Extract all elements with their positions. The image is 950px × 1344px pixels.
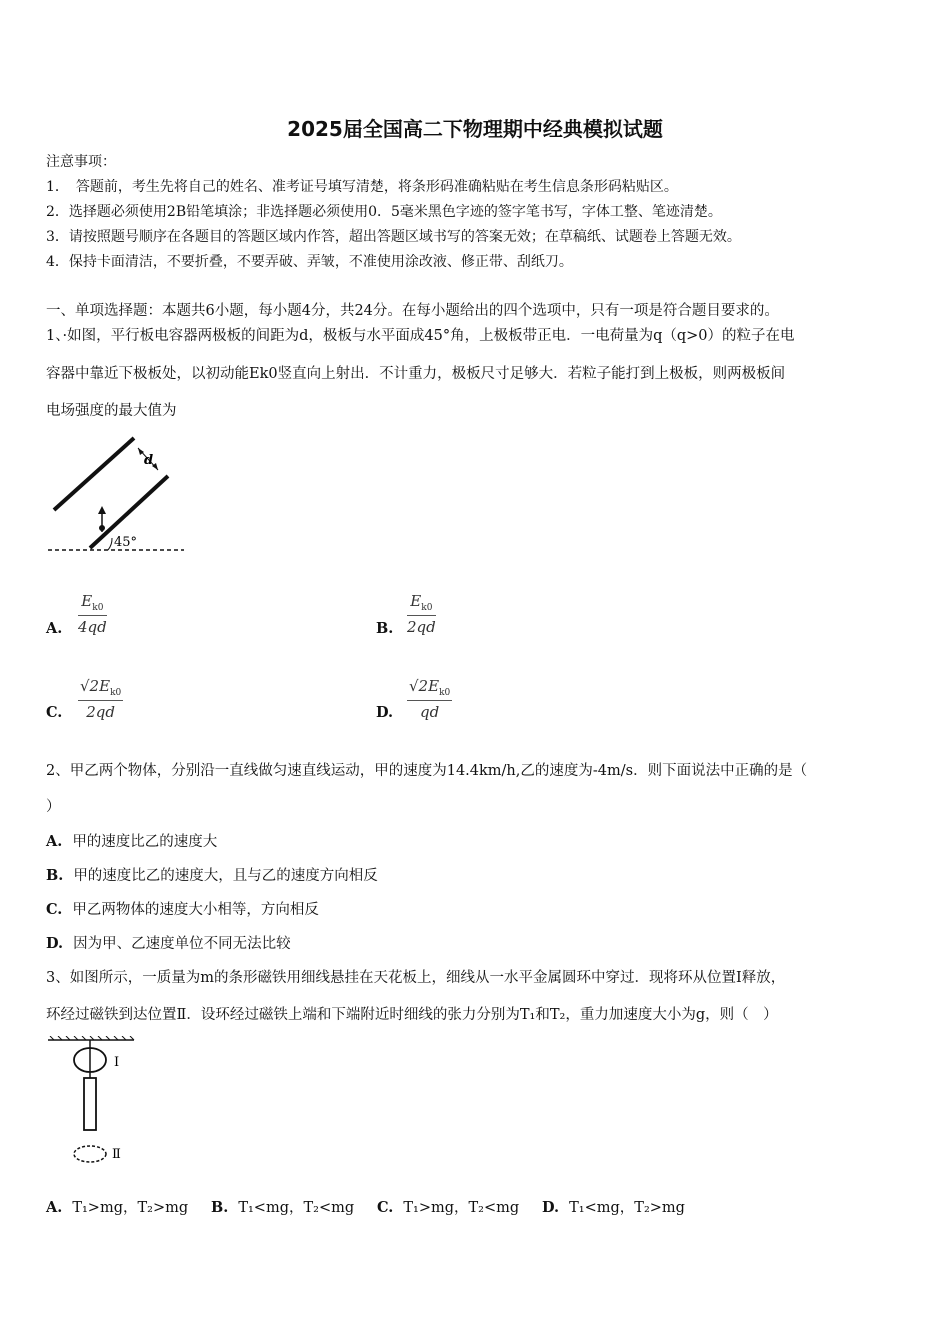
section-heading: 一、单项选择题：本题共6小题，每小题4分，共24分。在每小题给出的四个选项中，只有一项是符合题目要求的。 [46, 303, 779, 319]
notice-item-3: 3．请按照题号顺序在各题目的答题区域内作答，超出答题区域书写的答案无效；在草稿纸、试题卷上答题无效。 [46, 229, 741, 245]
q1-option-b-formula: $\frac{E_{k0}}{2qd}$ [407, 592, 436, 636]
position-2-label: Ⅱ [112, 1147, 121, 1162]
notice-heading: 注意事项： [46, 154, 116, 170]
q2-line-1: 2、甲乙两个物体，分别沿一直线做匀速直线运动，甲的速度为14.4km/h,乙的速度为-4m/s．则下面说法中正确的是（ [46, 763, 808, 779]
position-1-label: Ⅰ [114, 1055, 120, 1070]
q3-option-c[interactable]: C. T₁>mg，T₂<mg [377, 1199, 520, 1216]
q1-option-d-label[interactable]: D. [376, 704, 394, 721]
q1-line-1: 1、·如图，平行板电容器两极板的间距为d，极板与水平面成45°角，上极板带正电．一电荷量为q（q>0）的粒子在电 [46, 328, 795, 344]
q1-option-c-label[interactable]: C. [46, 704, 63, 721]
q3-option-d[interactable]: D. T₁<mg，T₂>mg [542, 1199, 685, 1216]
q1-option-b-label[interactable]: B. [376, 620, 394, 637]
page-title: 2025届全国高二下物理期中经典模拟试题 [287, 117, 663, 141]
q1-line-3: 电场强度的最大值为 [46, 403, 177, 419]
q1-line-2: 容器中靠近下极板处，以初动能Ek0竖直向上射出．不计重力，极板尺寸足够大．若粒子能打到上极板，则两极板间 [46, 366, 786, 382]
q3-line-1: 3、如图所示，一质量为m的条形磁铁用细线悬挂在天花板上，细线从一水平金属圆环中穿过．现将环从位置Ⅰ释放， [46, 970, 786, 986]
q3-option-a[interactable]: A. T₁>mg，T₂>mg [46, 1199, 189, 1216]
q3-line-2: 环经过磁铁到达位置Ⅱ．设环经过磁铁上端和下端附近时细线的张力分别为T₁和T₂，重力加速度大小为g，则（ ） [46, 1007, 778, 1023]
q3-option-b[interactable]: B. T₁<mg，T₂<mg [211, 1199, 355, 1216]
distance-label: d [144, 453, 154, 468]
q2-option-c[interactable]: C. 甲乙两物体的速度大小相等，方向相反 [46, 901, 319, 918]
q2-option-a[interactable]: A. 甲的速度比乙的速度大 [46, 833, 218, 850]
q2-option-b[interactable]: B. 甲的速度比乙的速度大，且与乙的速度方向相反 [46, 867, 378, 884]
notice-item-4: 4．保持卡面清洁，不要折叠，不要弄破、弄皱，不准使用涂改液、修正带、刮纸刀。 [46, 254, 573, 270]
q1-option-a-formula: $\frac{E_{k0}}{4qd}$ [78, 592, 107, 636]
q2-line-2: ） [46, 799, 61, 815]
q2-option-d[interactable]: D. 因为甲、乙速度单位不同无法比较 [46, 935, 291, 952]
q1-option-c-formula: $\frac{√2E_{k0}}{2qd}$ [80, 677, 122, 721]
q1-option-d-formula: $\frac{√2E_{k0}}{qd}$ [409, 677, 451, 721]
notice-item-2: 2．选择题必须使用2B铅笔填涂；非选择题必须使用0．5毫米黑色字迹的签字笔书写，字体工整、笔迹清楚。 [46, 204, 722, 220]
capacitor-figure [46, 436, 186, 556]
q1-option-a-label[interactable]: A. [46, 620, 63, 637]
notice-item-1: 1． 答题前，考生先将自己的姓名、准考证号填写清楚，将条形码准确粘贴在考生信息条形码粘贴区。 [46, 179, 678, 195]
angle-label: 45° [114, 535, 138, 550]
magnet-ring-figure [46, 1036, 146, 1170]
